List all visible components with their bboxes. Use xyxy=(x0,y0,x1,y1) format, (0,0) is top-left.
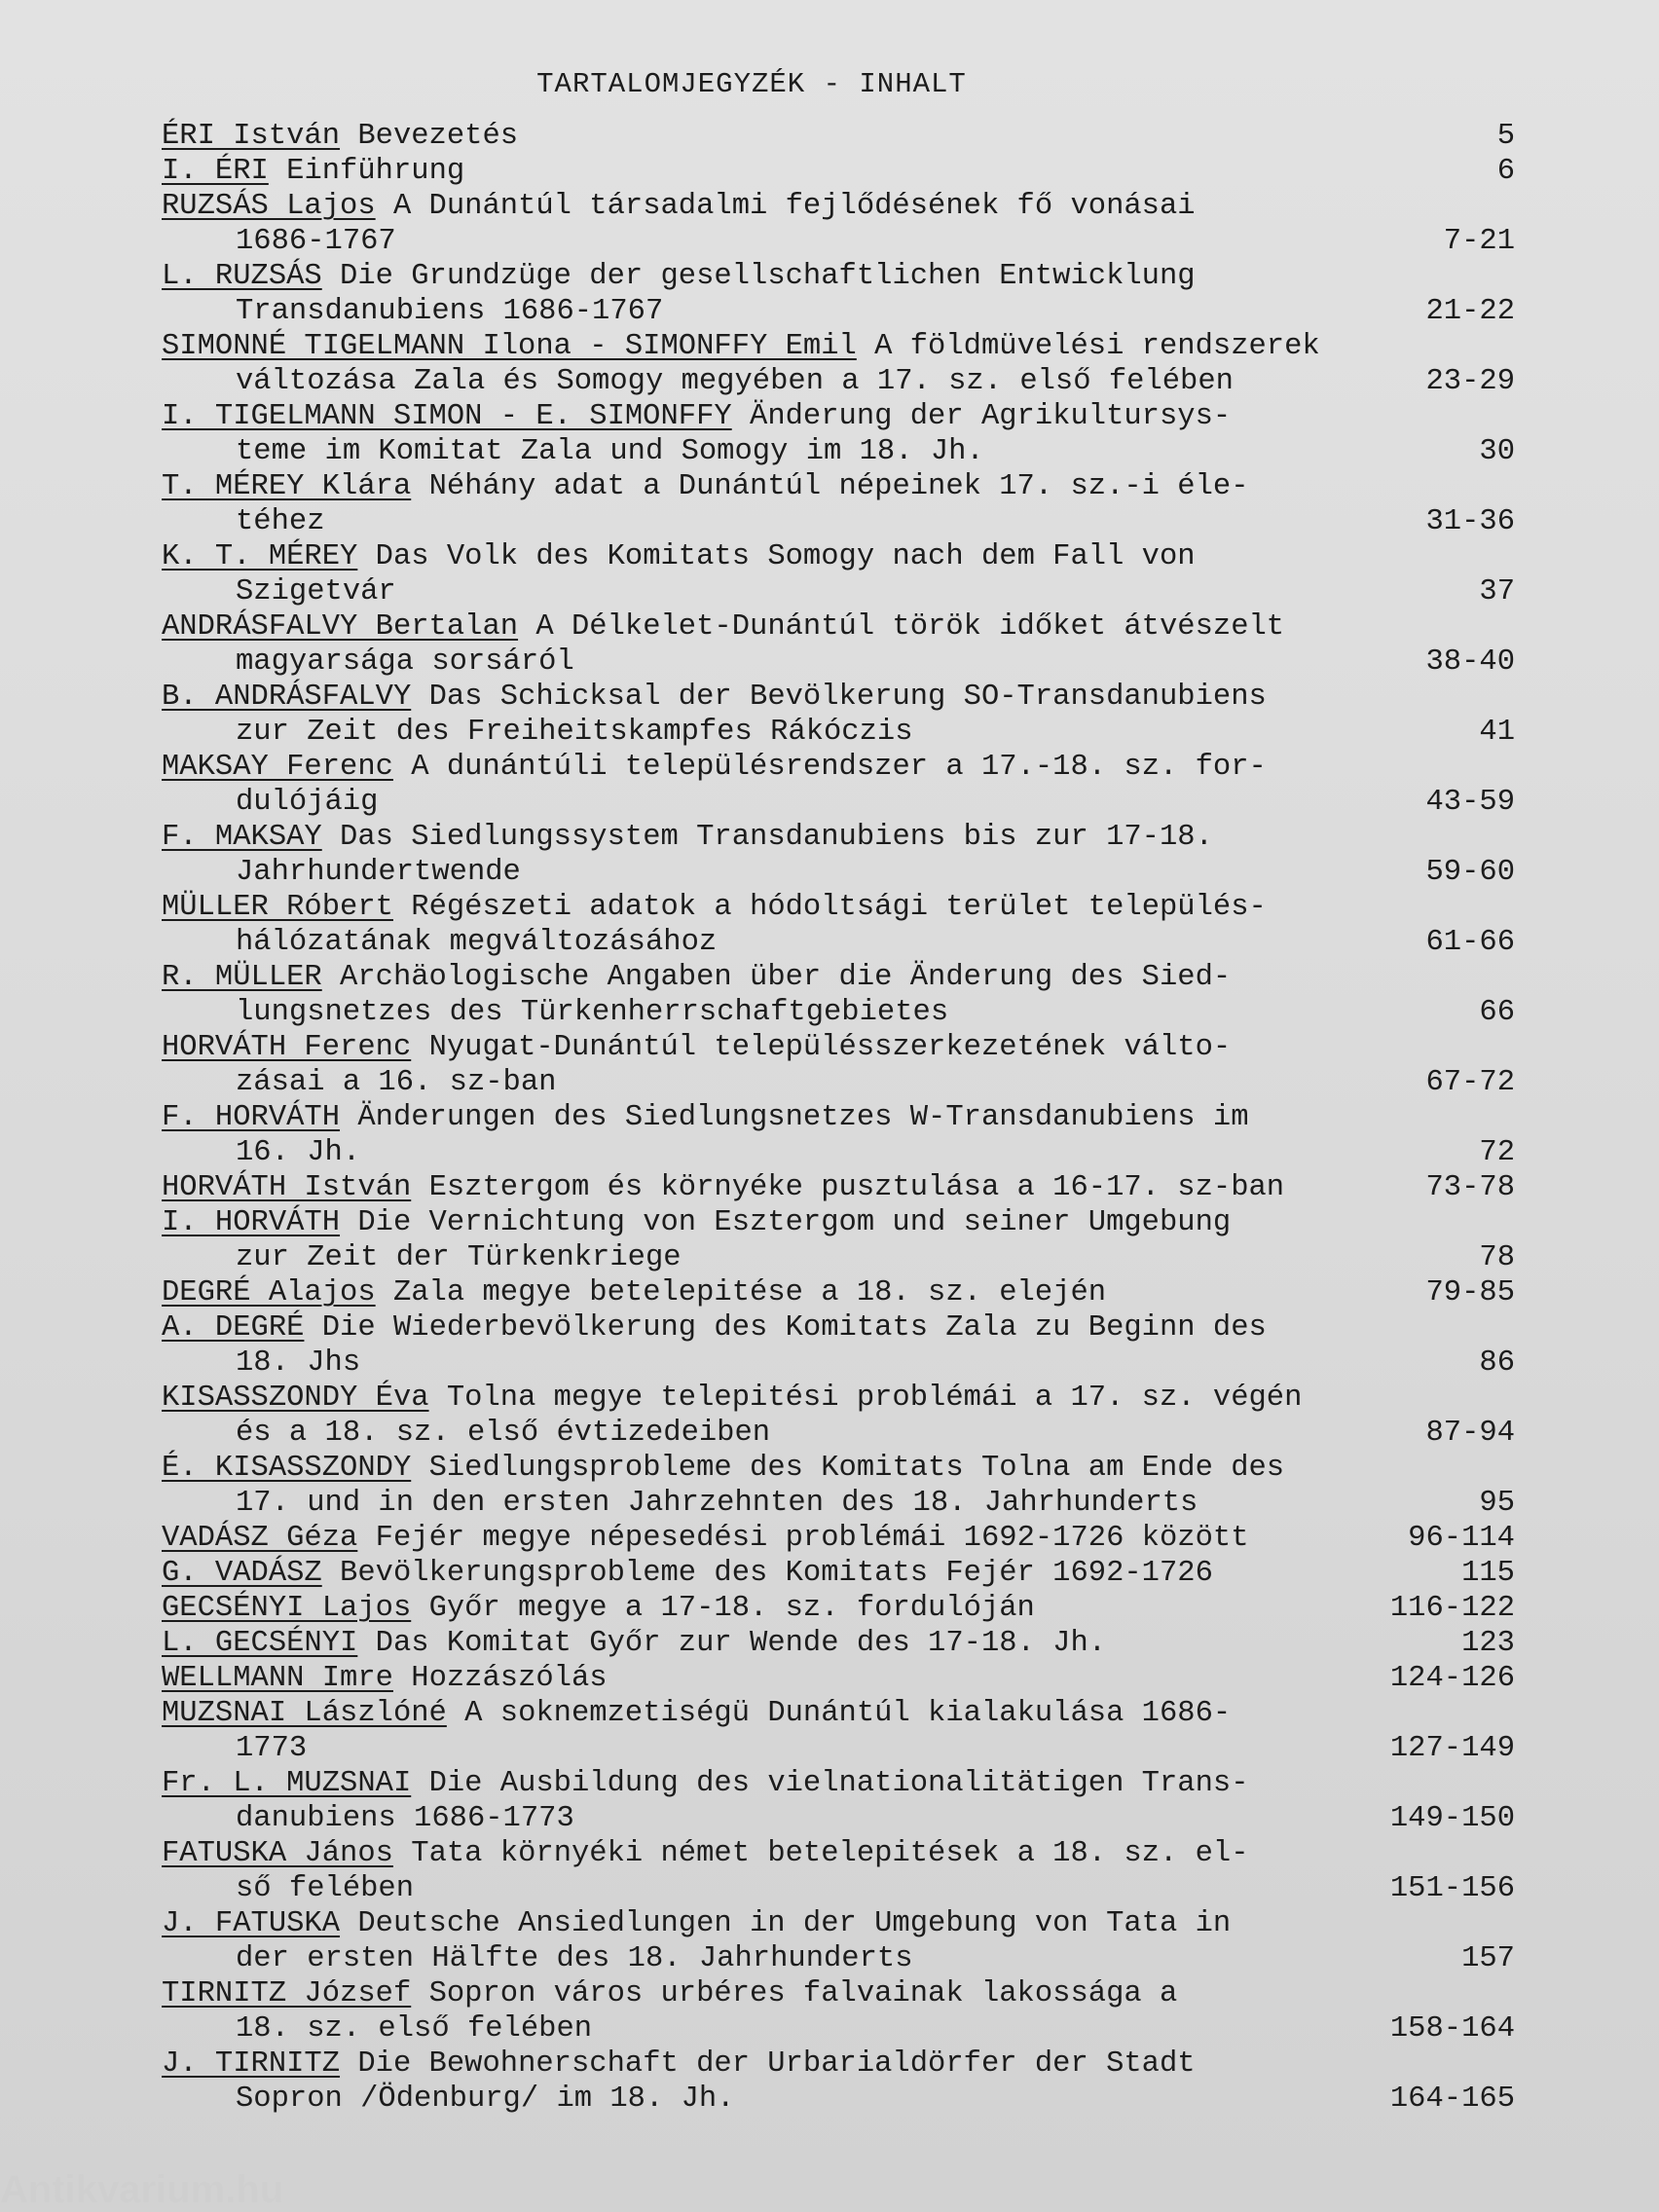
toc-entry-line xyxy=(162,1521,1369,1556)
toc-author: F. HORVÁTH xyxy=(162,1101,341,1134)
toc-entry xyxy=(162,2046,1515,2117)
toc-author: I. TIGELMANN SIMON - E. SIMONFFY xyxy=(162,400,732,433)
toc-title: Die Wiederbevölkerung des Komitats Zala zu Beginn des xyxy=(321,1311,1267,1345)
toc-title-continuation: Sopron /Ödenburg/ im 18. Jh. xyxy=(236,2083,735,2116)
toc-page-range: 158-164 xyxy=(1389,2012,1515,2046)
toc-title: Tolna megye telepitési problémái a 17. sz. végén xyxy=(446,1382,1303,1415)
toc-title: Deutsche Ansiedlungen in der Umgebung von Tata in xyxy=(357,1907,1232,1940)
toc-author: TIRNITZ József xyxy=(162,1977,412,2010)
watermark: Antikvarium.hu xyxy=(0,2168,284,2211)
toc-title-continuation: téhez xyxy=(236,505,325,538)
toc-author: RUZSÁS Lajos xyxy=(162,190,376,223)
toc-entry-line xyxy=(162,259,1369,294)
toc-entry-line xyxy=(162,469,1369,504)
toc-entry xyxy=(162,1451,1515,1521)
toc-entry xyxy=(162,890,1515,960)
toc-entry-line xyxy=(162,1556,1369,1591)
toc-title-continuation: der ersten Hälfte des 18. Jahrhunderts xyxy=(236,1942,913,1975)
toc-title-continuation: 18. Jhs xyxy=(236,1346,361,1380)
toc-author: WELLMANN Imre xyxy=(162,1662,393,1695)
toc-page-range: 73-78 xyxy=(1425,1171,1515,1204)
toc-entry xyxy=(162,1170,1515,1205)
toc-entry xyxy=(162,1381,1515,1451)
toc-author: A. DEGRÉ xyxy=(162,1311,305,1345)
toc-entry-line xyxy=(162,890,1369,925)
toc-entry xyxy=(162,1836,1515,1906)
toc-title: Die Bewohnerschaft der Urbarialdörfer der Stadt xyxy=(357,2047,1196,2081)
toc-author: ÉRI István xyxy=(162,120,341,153)
toc-entry xyxy=(162,820,1515,890)
toc-title-continuation: danubiens 1686-1773 xyxy=(236,1802,574,1835)
toc-title-continuation: hálózatának megváltozásához xyxy=(236,926,718,959)
toc-page-range: 115 xyxy=(1461,1557,1515,1590)
toc-entry xyxy=(162,119,1515,154)
toc-author: É. KISASSZONDY xyxy=(162,1452,412,1485)
toc-page-range: 151-156 xyxy=(1389,1872,1515,1905)
toc-entry-line xyxy=(162,1170,1369,1205)
toc-title: Die Ausbildung des vielnationalitätigen Trans- xyxy=(428,1767,1249,1800)
toc-entry-line xyxy=(162,2046,1369,2082)
toc-entry-line xyxy=(162,1696,1369,1731)
toc-author: HORVÁTH Ferenc xyxy=(162,1031,412,1064)
toc-entry xyxy=(162,1976,1515,2046)
toc-author: MUZSNAI Lászlóné xyxy=(162,1697,447,1730)
toc-entry xyxy=(162,960,1515,1030)
toc-entry-line xyxy=(162,1591,1369,1626)
toc-title-continuation: magyarsága sorsáról xyxy=(236,645,574,679)
toc-entry-line xyxy=(162,1626,1369,1661)
toc-title: A dunántúli településrendszer a 17.-18. sz. for- xyxy=(411,751,1267,784)
toc-author: J. FATUSKA xyxy=(162,1907,341,1940)
toc-entry-line xyxy=(162,1381,1369,1416)
toc-author: DEGRÉ Alajos xyxy=(162,1276,376,1309)
toc-title: Archäologische Angaben über die Änderung des Sied- xyxy=(340,961,1232,994)
toc-entry xyxy=(162,1275,1515,1310)
toc-page-range: 59-60 xyxy=(1425,856,1515,889)
toc-author: J. TIRNITZ xyxy=(162,2047,341,2081)
toc-page-range: 123 xyxy=(1461,1627,1515,1660)
toc-page-range: 6 xyxy=(1496,155,1515,188)
toc-title: Bevölkerungsprobleme des Komitats Fejér 1692-1726 xyxy=(340,1557,1213,1590)
toc-page-range: 38-40 xyxy=(1425,645,1515,679)
toc-entry xyxy=(162,680,1515,750)
toc-page-range: 30 xyxy=(1479,435,1515,468)
toc-entry-line xyxy=(162,154,1369,189)
toc-entry xyxy=(162,399,1515,469)
toc-author: VADÁSZ Géza xyxy=(162,1522,358,1555)
toc-entry-line xyxy=(162,750,1369,785)
toc-title-continuation: 1773 xyxy=(236,1732,308,1765)
toc-title: Nyugat-Dunántúl településszerkezetének válto- xyxy=(428,1031,1232,1064)
toc-author: FATUSKA János xyxy=(162,1837,393,1870)
toc-title: Einführung xyxy=(286,155,465,188)
toc-author: ANDRÁSFALVY Bertalan xyxy=(162,610,519,644)
toc-page-range: 43-59 xyxy=(1425,786,1515,819)
toc-page-range: 78 xyxy=(1479,1241,1515,1274)
toc-page-range: 67-72 xyxy=(1425,1066,1515,1099)
toc-page-range: 86 xyxy=(1479,1346,1515,1380)
toc-author: L. GECSÉNYI xyxy=(162,1627,358,1660)
toc-author: B. ANDRÁSFALVY xyxy=(162,681,412,714)
toc-entry xyxy=(162,189,1515,259)
toc-author: I. ÉRI xyxy=(162,155,269,188)
toc-entry-line xyxy=(162,1976,1369,2011)
toc-title: Tata környéki német betelepitések a 18. sz. el- xyxy=(411,1837,1249,1870)
toc-title: Die Vernichtung von Esztergom und seiner Umgebung xyxy=(357,1206,1232,1239)
toc-page-range: 66 xyxy=(1479,996,1515,1029)
toc-entry xyxy=(162,1030,1515,1100)
toc-page-range: 21-22 xyxy=(1425,295,1515,328)
toc-page-range: 79-85 xyxy=(1425,1276,1515,1309)
toc-entry xyxy=(162,329,1515,399)
toc-entry-line xyxy=(162,1205,1369,1240)
toc-page-range: 41 xyxy=(1479,716,1515,749)
toc-entry xyxy=(162,1556,1515,1591)
toc-author: K. T. MÉREY xyxy=(162,540,358,573)
toc-page-range: 149-150 xyxy=(1389,1802,1515,1835)
table-of-contents xyxy=(162,119,1515,2117)
toc-entry-line xyxy=(162,1661,1369,1696)
toc-title: Änderung der Agrikultursys- xyxy=(750,400,1232,433)
toc-page-range: 157 xyxy=(1461,1942,1515,1975)
toc-page-range: 124-126 xyxy=(1389,1662,1515,1695)
toc-title-continuation: 17. und in den ersten Jahrzehnten des 18. Jahrhunderts xyxy=(236,1487,1198,1520)
toc-title: A földmüvelési rendszerek xyxy=(874,330,1320,363)
toc-title-continuation: 1686-1767 xyxy=(236,225,396,258)
toc-page-range: 96-114 xyxy=(1408,1522,1515,1555)
toc-author: Fr. L. MUZSNAI xyxy=(162,1767,412,1800)
toc-page-range: 31-36 xyxy=(1425,505,1515,538)
toc-title: Änderungen des Siedlungsnetzes W-Transdanubiens im xyxy=(357,1101,1249,1134)
toc-entry-line xyxy=(162,329,1369,364)
toc-author: MAKSAY Ferenc xyxy=(162,751,393,784)
toc-title-continuation: lungsnetzes des Türkenherrschaftgebietes xyxy=(236,996,949,1029)
toc-title: Sopron város urbéres falvainak lakossága a xyxy=(428,1977,1178,2010)
toc-title: A soknemzetiségü Dunántúl kialakulása 1686- xyxy=(464,1697,1232,1730)
toc-author: GECSÉNYI Lajos xyxy=(162,1592,412,1625)
toc-author: HORVÁTH István xyxy=(162,1171,412,1204)
toc-entry-line xyxy=(162,1030,1369,1065)
toc-title: Esztergom és környéke pusztulása a 16-17. sz-ban xyxy=(428,1171,1285,1204)
toc-title: Siedlungsprobleme des Komitats Tolna am Ende des xyxy=(428,1452,1285,1485)
toc-title-continuation: és a 18. sz. első évtizedeiben xyxy=(236,1417,771,1450)
toc-entry xyxy=(162,1521,1515,1556)
toc-entry xyxy=(162,1100,1515,1170)
toc-entry xyxy=(162,1766,1515,1836)
toc-title-continuation: 18. sz. első felében xyxy=(236,2012,593,2046)
toc-title: Régészeti adatok a hódoltsági terület település- xyxy=(411,891,1267,924)
toc-title: Bevezetés xyxy=(357,120,519,153)
toc-title-continuation: ső felében xyxy=(236,1872,415,1905)
toc-entry-line xyxy=(162,1100,1369,1135)
toc-author: R. MÜLLER xyxy=(162,961,322,994)
toc-entry xyxy=(162,1591,1515,1626)
page-title: TARTALOMJEGYZÉK - INHALT xyxy=(536,68,967,100)
toc-entry xyxy=(162,750,1515,820)
toc-entry-line xyxy=(162,1451,1369,1486)
toc-author: L. RUZSÁS xyxy=(162,260,322,293)
toc-title-continuation: változása Zala és Somogy megyében a 17. sz. első felében xyxy=(236,365,1234,398)
toc-page-range: 72 xyxy=(1479,1136,1515,1169)
toc-title-continuation: zur Zeit der Türkenkriege xyxy=(236,1241,682,1274)
toc-title-continuation: Szigetvár xyxy=(236,575,396,608)
toc-title-continuation: teme im Komitat Zala und Somogy im 18. Jh. xyxy=(236,435,984,468)
toc-author: MÜLLER Róbert xyxy=(162,891,393,924)
toc-page-range: 37 xyxy=(1479,575,1515,608)
toc-author: KISASSZONDY Éva xyxy=(162,1382,429,1415)
toc-title-continuation: dulójáig xyxy=(236,786,379,819)
toc-entry xyxy=(162,259,1515,329)
toc-entry-line xyxy=(162,609,1369,645)
toc-title: Zala megye betelepitése a 18. sz. elején xyxy=(392,1276,1107,1309)
toc-entry xyxy=(162,469,1515,539)
toc-entry-line xyxy=(162,539,1369,574)
toc-page-range: 7-21 xyxy=(1443,225,1515,258)
toc-title: Die Grundzüge der gesellschaftlichen Entwicklung xyxy=(340,260,1196,293)
toc-entry xyxy=(162,1310,1515,1381)
toc-author: T. MÉREY Klára xyxy=(162,470,412,503)
toc-author: SIMONNÉ TIGELMANN Ilona - SIMONFFY Emil xyxy=(162,330,857,363)
toc-entry xyxy=(162,1661,1515,1696)
toc-title-continuation: Jahrhundertwende xyxy=(236,856,521,889)
toc-author: I. HORVÁTH xyxy=(162,1206,341,1239)
toc-entry-line xyxy=(162,1906,1369,1941)
toc-entry-line xyxy=(162,960,1369,995)
toc-entry-line xyxy=(162,1766,1369,1801)
toc-page-range: 164-165 xyxy=(1389,2083,1515,2116)
toc-entry-line xyxy=(162,119,1369,154)
toc-title: Das Schicksal der Bevölkerung SO-Transdanubiens xyxy=(428,681,1267,714)
toc-entry xyxy=(162,154,1515,189)
toc-entry xyxy=(162,1626,1515,1661)
toc-entry-line xyxy=(162,399,1369,434)
toc-entry xyxy=(162,539,1515,609)
toc-title: Hozzászólás xyxy=(411,1662,608,1695)
toc-title: Das Volk des Komitats Somogy nach dem Fall von xyxy=(375,540,1196,573)
toc-title-continuation: zásai a 16. sz-ban xyxy=(236,1066,557,1099)
toc-entry-line xyxy=(162,680,1369,715)
toc-entry-line xyxy=(162,820,1369,855)
toc-title: Das Siedlungssystem Transdanubiens bis zur 17-18. xyxy=(340,821,1213,854)
toc-entry xyxy=(162,609,1515,680)
toc-title: A Dunántúl társadalmi fejlődésének fő vonásai xyxy=(392,190,1196,223)
toc-author: F. MAKSAY xyxy=(162,821,322,854)
toc-title-continuation: zur Zeit des Freiheitskampfes Rákóczis xyxy=(236,716,913,749)
toc-entry xyxy=(162,1205,1515,1275)
toc-entry xyxy=(162,1696,1515,1766)
toc-page-range: 87-94 xyxy=(1425,1417,1515,1450)
toc-page-range: 23-29 xyxy=(1425,365,1515,398)
toc-entry-line xyxy=(162,1310,1369,1346)
toc-page-range: 116-122 xyxy=(1389,1592,1515,1625)
toc-page-range: 95 xyxy=(1479,1487,1515,1520)
toc-title: Das Komitat Győr zur Wende des 17-18. Jh. xyxy=(375,1627,1107,1660)
toc-title: Győr megye a 17-18. sz. fordulóján xyxy=(428,1592,1035,1625)
toc-entry-line xyxy=(162,189,1369,224)
toc-title: Néhány adat a Dunántúl népeinek 17. sz.-i éle- xyxy=(428,470,1249,503)
toc-title-continuation: 16. Jh. xyxy=(236,1136,361,1169)
toc-title: A Délkelet-Dunántúl török időket átvészelt xyxy=(535,610,1285,644)
toc-entry-line xyxy=(162,1275,1369,1310)
toc-page-range: 5 xyxy=(1496,120,1515,153)
toc-entry xyxy=(162,1906,1515,1976)
toc-entry-line xyxy=(162,1836,1369,1871)
toc-page-range: 127-149 xyxy=(1389,1732,1515,1765)
toc-title: Fejér megye népesedési problémái 1692-1726 között xyxy=(375,1522,1249,1555)
toc-author: G. VADÁSZ xyxy=(162,1557,322,1590)
toc-page-range: 61-66 xyxy=(1425,926,1515,959)
toc-title-continuation: Transdanubiens 1686-1767 xyxy=(236,295,664,328)
